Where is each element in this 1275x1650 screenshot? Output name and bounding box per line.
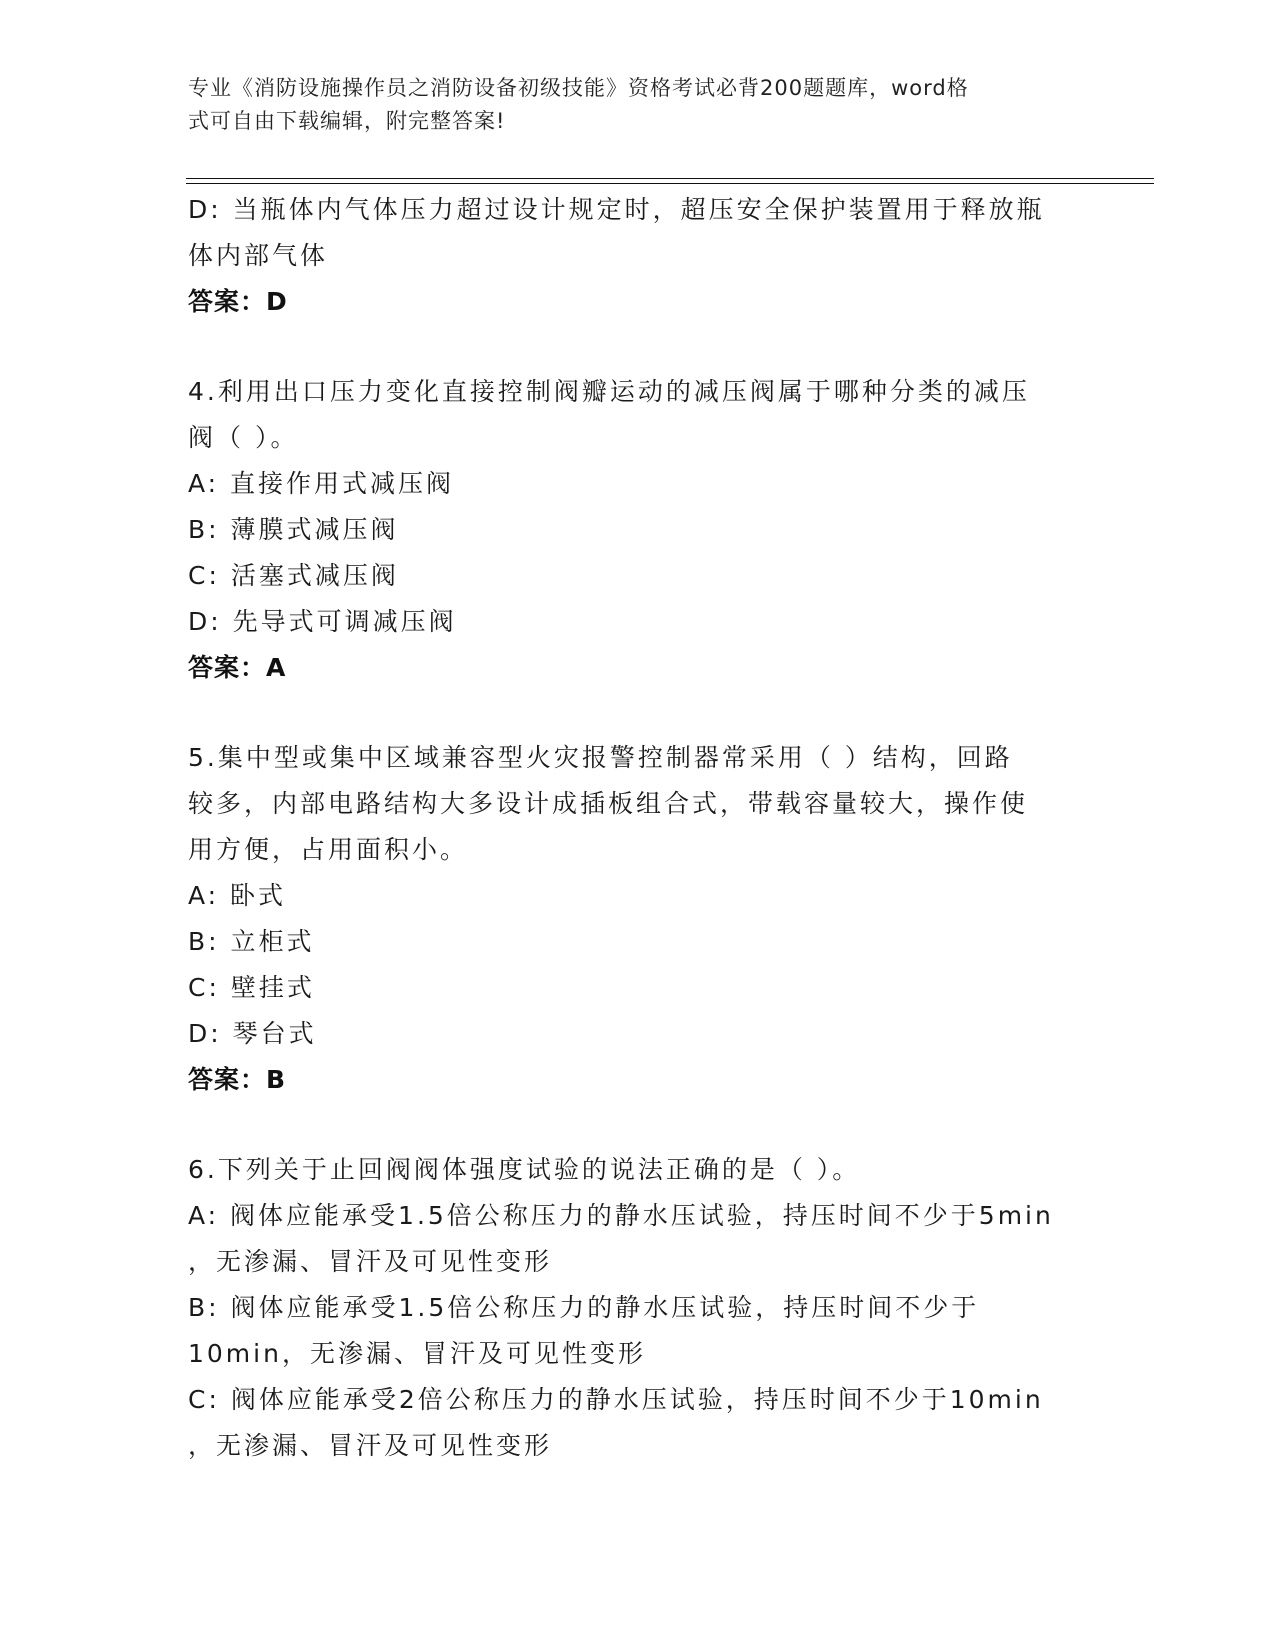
page-header xyxy=(188,72,1078,138)
spacer xyxy=(188,1103,1088,1147)
spacer xyxy=(188,691,1088,735)
q5-option-a: A: 卧式 xyxy=(188,881,287,910)
q5-option-c: C: 壁挂式 xyxy=(188,973,315,1002)
q5-option-b: B: 立柜式 xyxy=(188,927,315,956)
q5-stem-line-2: 较多，内部电路结构大多设计成插板组合式，带载容量较大，操作使 xyxy=(188,789,1029,818)
question-6 xyxy=(188,1147,1088,1469)
q4-stem-line-2: 阀（ ）。 xyxy=(188,423,299,452)
q6-stem-line-1: 6.下列关于止回阀阀体强度试验的说法正确的是（ ）。 xyxy=(188,1155,861,1184)
q5-stem-line-3: 用方便，占用面积小。 xyxy=(188,835,469,864)
q6-option-a-line-1: A: 阀体应能承受1.5倍公称压力的静水压试验，持压时间不少于5min xyxy=(188,1201,1054,1230)
q6-option-b-line-2: 10min，无渗漏、冒汗及可见性变形 xyxy=(188,1339,646,1368)
q6-option-c-line-2: ，无渗漏、冒汗及可见性变形 xyxy=(188,1431,553,1460)
question-5 xyxy=(188,735,1088,1103)
header-line-2: 式可自由下载编辑，附完整答案! xyxy=(188,109,506,133)
q6-option-c-line-1: C: 阀体应能承受2倍公称压力的静水压试验，持压时间不少于10min xyxy=(188,1385,1044,1414)
q5-stem-line-1: 5.集中型或集中区域兼容型火灾报警控制器常采用（ ）结构，回路 xyxy=(188,743,1013,772)
q4-option-b: B: 薄膜式减压阀 xyxy=(188,515,399,544)
q3-answer: 答案：D xyxy=(188,287,288,316)
q6-option-a-line-2: ，无渗漏、冒汗及可见性变形 xyxy=(188,1247,553,1276)
q4-answer: 答案：A xyxy=(188,653,287,682)
q5-answer: 答案：B xyxy=(188,1065,287,1094)
q6-option-b-line-1: B: 阀体应能承受1.5倍公称压力的静水压试验，持压时间不少于 xyxy=(188,1293,980,1322)
q4-option-a: A: 直接作用式减压阀 xyxy=(188,469,455,498)
question-3-tail xyxy=(188,187,1088,325)
q3-option-d-line-1: D: 当瓶体内气体压力超过设计规定时，超压安全保护装置用于释放瓶 xyxy=(188,195,1045,224)
document-body xyxy=(188,187,1088,1469)
spacer xyxy=(188,325,1088,369)
q4-option-d: D: 先导式可调减压阀 xyxy=(188,607,457,636)
header-rule-bottom xyxy=(186,183,1154,184)
q5-option-d: D: 琴台式 xyxy=(188,1019,317,1048)
header-line-1: 专业《消防设施操作员之消防设备初级技能》资格考试必背200题题库，word格 xyxy=(188,76,969,100)
header-rule-top xyxy=(186,178,1154,179)
q4-option-c: C: 活塞式减压阀 xyxy=(188,561,399,590)
q4-stem-line-1: 4.利用出口压力变化直接控制阀瓣运动的减压阀属于哪种分类的减压 xyxy=(188,377,1030,406)
question-4 xyxy=(188,369,1088,691)
q3-option-d-line-2: 体内部气体 xyxy=(188,241,329,270)
